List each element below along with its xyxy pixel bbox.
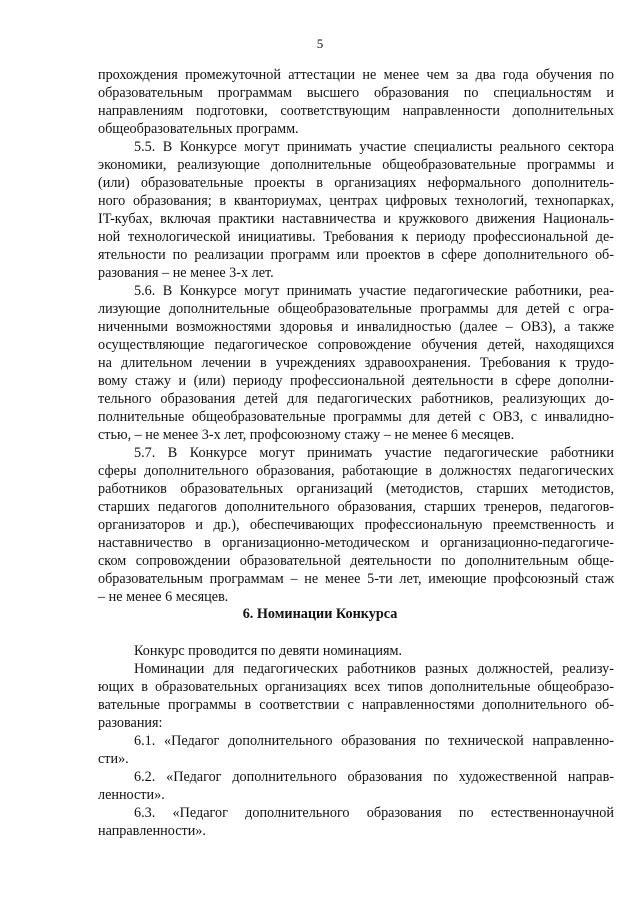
text-line: – не менее 6 месяцев. [98, 589, 229, 605]
text-line: стью, – не менее 3-х лет, профсоюзному стажу – не менее 6 месяцев. [98, 427, 515, 443]
text-line: сти». [98, 751, 129, 767]
text-line: разования – не менее 3-х лет. [98, 265, 274, 281]
text-line: организаторов и др.), обеспечивающих профессиональную преемственность и [98, 517, 614, 533]
text-line: образовательным программам – не менее 5-ти лет, имеющие профсоюзный стаж [98, 571, 614, 587]
text-line: образовательным программам высшего образования по специальностям и [98, 85, 614, 101]
text-line: старших педагогов дополнительного образования, старших тренеров, педагогов- [98, 499, 614, 515]
text-line: разования: [98, 715, 163, 731]
text-line: прохождения промежуточной аттестации не менее чем за два года обучения по [98, 67, 614, 83]
text-line: 5.6. В Конкурсе могут принимать участие педагогические работники, реа- [134, 283, 614, 299]
text-line: ятельности по реализации программ или проектов в сфере дополнительного об- [98, 247, 614, 263]
text-line: ниченными возможностями здоровья и инвалидностью (далее – ОВЗ), а также [98, 319, 614, 335]
text-line: ющих в образовательных организациях всех типов дополнительные общеобразо- [98, 679, 614, 695]
text-line: (или) образовательные проекты в организациях неформального дополнитель- [98, 175, 614, 191]
text-line: осуществляющие педагогическое сопровождение обучения детей, находящихся [98, 337, 614, 353]
text-line: ной технологической инициативы. Требования к периоду профессиональной де- [98, 229, 614, 245]
text-line: общеобразовательных программ. [98, 121, 299, 137]
text-line: тельного образования детей для педагогических работников, реализующих до- [98, 391, 614, 407]
text-line: лизующие дополнительные общеобразовательные программы для детей с огра- [98, 301, 614, 317]
text-line: 6.1. «Педагог дополнительного образования по технической направленно- [134, 733, 614, 749]
text-line: наставничество в организационно-методическом и организационно-педагогиче- [98, 535, 614, 551]
text-line: Конкурс проводится по девяти номинациям. [134, 643, 403, 659]
text-line: 6.2. «Педагог дополнительного образования по художественной направ- [134, 769, 614, 785]
text-line: вому стажу и (или) периоду профессиональной деятельности в сфере дополни- [98, 373, 614, 389]
text-line: ленности». [98, 787, 165, 803]
page-number: 5 [316, 36, 324, 51]
text-line: экономики, реализующие дополнительные общеобразовательные программы и [98, 157, 614, 173]
text-line: 5.7. В Конкурсе могут принимать участие педагогические работники [134, 445, 614, 461]
text-line: полнительные общеобразовательные программы для детей с ОВЗ, с инвалидно- [98, 409, 614, 425]
text-line: ного образования; в кванториумах, центрах цифровых технологий, технопарках, [98, 193, 614, 209]
section-heading: 6. Номинации Конкурса [242, 606, 398, 622]
text-line: на длительном лечении в учреждениях здравоохранения. Требования к трудо- [98, 355, 614, 371]
text-line: работников образовательных организаций (методистов, старших методистов, [98, 481, 614, 497]
text-line: вательные программы в соответствии с направленностями дополнительного об- [98, 697, 614, 713]
text-line: направлениям подготовки, соответствующим направленности дополнительных [98, 103, 614, 119]
text-line: IT-кубах, включая практики наставничества и кружкового движения Националь- [98, 211, 614, 227]
text-line: 5.5. В Конкурсе могут принимать участие специалисты реального сектора [134, 139, 614, 155]
text-line: Номинации для педагогических работников разных должностей, реализу- [134, 661, 614, 677]
text-line: ском сопровождении образовательной деятельности по дополнительным обще- [98, 553, 614, 569]
text-line: сферы дополнительного образования, работающие в должностях педагогических [98, 463, 614, 479]
text-line: направленности». [98, 823, 206, 839]
text-line: 6.3. «Педагог дополнительного образования по естественнонаучной [134, 805, 614, 821]
